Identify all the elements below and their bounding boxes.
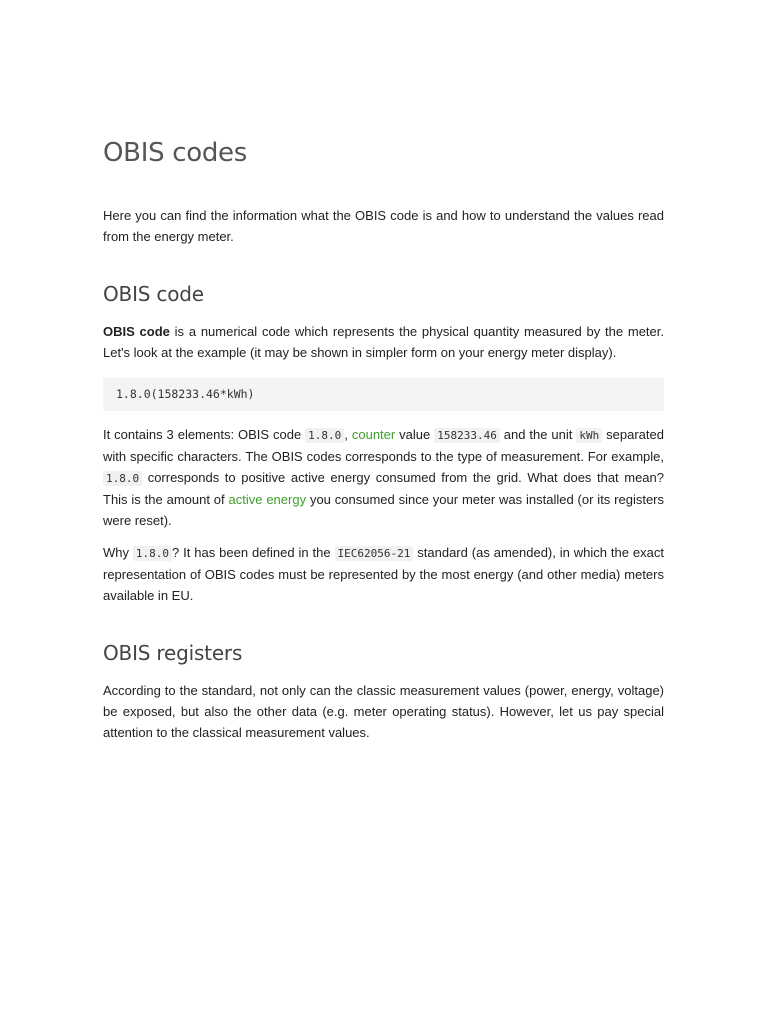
inline-code-obis: 1.8.0	[305, 428, 344, 443]
text-segment: standard (as amended), in which the exact representation of OBIS codes must be represented by the most energy (and other media) meters available in EU.	[103, 545, 664, 603]
definition-text: is a numerical code which represents the physical quantity measured by the meter. Let's look at the example (it may be shown in simpler form on your energy meter display).	[103, 324, 664, 360]
counter-link[interactable]: counter	[351, 427, 396, 442]
text-segment: you consumed since your meter was installed (or its registers were reset).	[103, 492, 665, 528]
elements-paragraph	[103, 424, 664, 531]
definition-term: OBIS code	[103, 324, 170, 339]
text-segment: ,	[344, 427, 352, 442]
text-segment: separated with specific characters. The OBIS codes corresponds to the type of measurement. For example,	[103, 427, 664, 464]
intro-paragraph: Here you can find the information what the OBIS code is and how to understand the values read from the energy meter.	[103, 208, 664, 244]
obis-registers-heading-wrap	[103, 641, 664, 665]
page-title: OBIS codes	[103, 138, 247, 168]
obis-code-heading-wrap	[103, 282, 664, 306]
section-heading-obis-registers: OBIS registers	[103, 641, 243, 665]
text-segment: corresponds to positive active energy consumed from the grid. What does that mean? This is the amount of	[103, 470, 664, 507]
standard-paragraph	[103, 542, 664, 606]
text-segment: Why	[103, 545, 133, 560]
inline-code-unit: kWh	[576, 428, 602, 443]
obis-code-definition	[103, 321, 664, 363]
inline-code-value: 158233.46	[434, 428, 500, 443]
registers-section	[103, 680, 664, 743]
inline-code-obis-example: 1.8.0	[103, 471, 142, 486]
elements-section	[103, 424, 664, 531]
text-segment: ? It has been defined in the	[172, 545, 335, 560]
intro-section	[103, 205, 664, 247]
inline-code-obis-why: 1.8.0	[133, 546, 172, 561]
inline-code-standard: IEC62056-21	[335, 546, 414, 561]
section-heading-obis-code: OBIS code	[103, 282, 204, 306]
text-segment: and the unit	[499, 427, 577, 442]
text-segment: It contains 3 elements: OBIS code	[103, 427, 306, 442]
text-segment: value	[395, 427, 435, 442]
example-code-block: 1.8.0(158233.46*kWh)	[103, 378, 664, 411]
definition-paragraph	[103, 321, 664, 363]
active-energy-link[interactable]: active energy	[228, 492, 307, 507]
registers-paragraph: According to the standard, not only can the classic measurement values (power, energy, voltage) be exposed, but also the other data (e.g. meter operating status). However, let us pay special attention to the classical measurement values.	[103, 683, 664, 740]
standard-section	[103, 542, 664, 606]
